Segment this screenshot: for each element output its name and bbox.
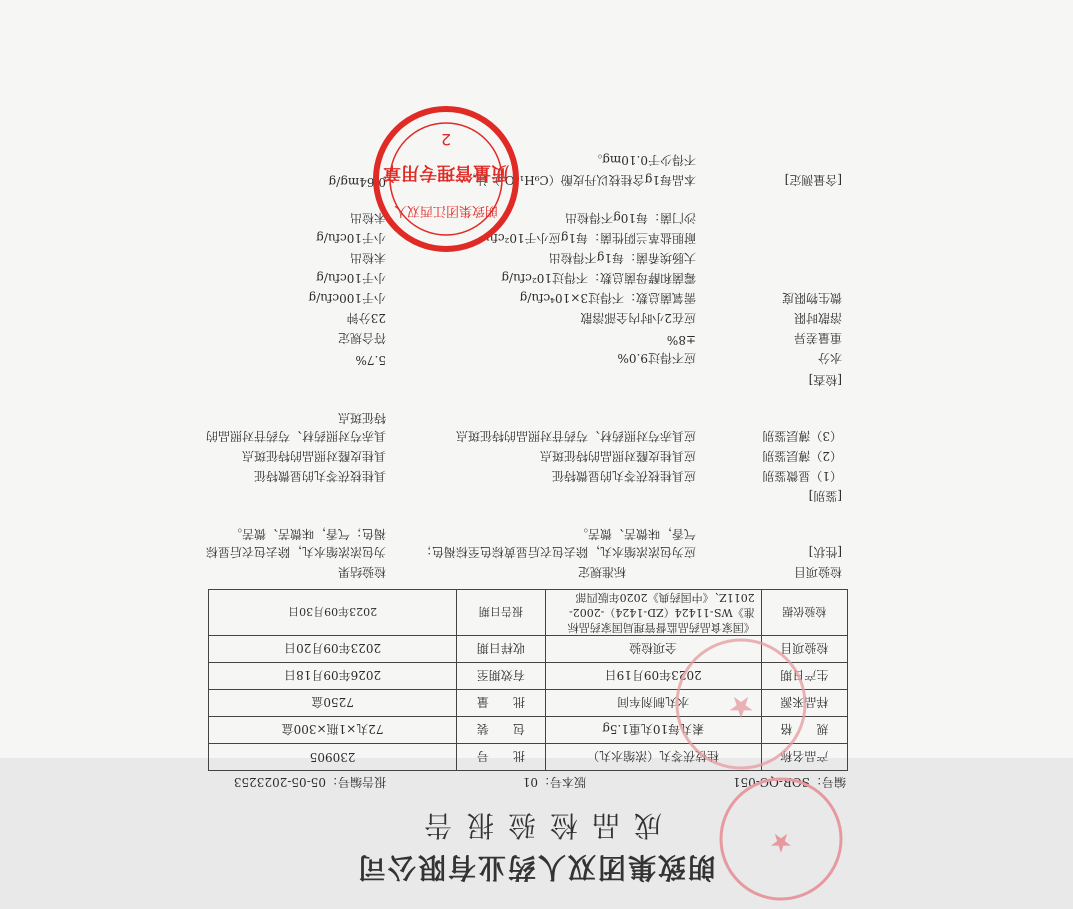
report-title: 成品检验报告 xyxy=(410,809,663,842)
item-tlc-2: （3）薄层鉴别 xyxy=(762,429,842,443)
column-item: 检验项目 xyxy=(793,565,842,579)
pack-value: 72丸×1瓶×300盒 xyxy=(209,717,457,744)
standard-moisture: 应不得过9.0% xyxy=(617,351,696,365)
standard-tlc-1: 应具桂皮醛对照品的特征斑点 xyxy=(539,449,696,463)
expiry-label: 有效期至 xyxy=(457,663,545,690)
recv-date-value: 2023年09月20日 xyxy=(209,636,457,663)
column-standard: 标准规定 xyxy=(577,565,626,579)
recv-date-label: 收样日期 xyxy=(457,636,545,663)
items-value: 全项检验 xyxy=(545,636,761,663)
result-tlc-2: 具赤芍对照药材、芍药苷对照品的特征斑点 xyxy=(205,411,386,443)
standard-assay: 本品每1g含桂枝以丹皮酚（C₉H₁₀O₃）计， xyxy=(463,173,696,187)
result-dissolution: 23分钟 xyxy=(346,311,386,325)
standard-assay-limit: 不得少于0.10mg。 xyxy=(590,153,696,167)
spec-label: 规 格 xyxy=(761,717,847,744)
result-aerobic: 小于100cfu/g xyxy=(308,291,386,305)
item-dissolution: 溶散时限 xyxy=(793,311,842,325)
item-moisture: 水分 xyxy=(817,351,842,365)
batch-value: 230905 xyxy=(209,744,457,771)
svg-text:★: ★ xyxy=(769,827,793,857)
spec-value: 素丸每10丸重1.5g xyxy=(545,717,761,744)
items-label: 检验项目 xyxy=(761,636,847,663)
standard-aerobic: 需氧菌总数：不得过3×10⁴cfu/g xyxy=(519,291,696,305)
item-weight: 重量差异 xyxy=(793,331,842,345)
basis-value: 《国家食品药品监督管理局国家药品标准》WS-11424（ZD-1424）-2002-2011Z、《中国药典》2020年版四部 xyxy=(545,590,761,636)
report-number: 报告编号：05-05-2023253 xyxy=(233,775,386,789)
result-microscopic: 具桂枝茯苓丸的显微特征 xyxy=(253,469,386,483)
item-microbial: 微生物限度 xyxy=(781,291,842,305)
result-character: 为包浓浓缩水丸，除去包衣后显棕褐色；气香，味微苦、微苦。 xyxy=(205,527,386,559)
svg-text:质量管理专用章: 质量管理专用章 xyxy=(383,162,509,183)
item-microscopic: （1）显微鉴别 xyxy=(762,469,842,483)
section-character: [性状] xyxy=(808,545,842,559)
version-number: 版本号：01 xyxy=(522,775,586,789)
report-date-label: 报告日期 xyxy=(457,590,545,636)
result-moisture: 5.7% xyxy=(355,353,386,367)
basis-label: 检验依据 xyxy=(761,590,847,636)
result-mold: 小于10cfu/g xyxy=(316,271,386,285)
standard-ecoli: 大肠埃希菌：每1g不得检出 xyxy=(548,251,696,265)
result-weight: 符合规定 xyxy=(337,331,386,345)
item-tlc-1: （2）薄层鉴别 xyxy=(762,449,842,463)
report-date-value: 2023年09月30日 xyxy=(209,590,457,636)
document-code: 编号：SOR-QC-051 xyxy=(732,775,846,789)
section-identify: [鉴别] xyxy=(808,489,842,503)
standard-dissolution: 应在2小时内全部溶散 xyxy=(580,311,696,325)
prod-date-label: 生产日期 xyxy=(761,663,847,690)
section-assay: [含量测定] xyxy=(784,173,842,187)
pack-label: 包 装 xyxy=(457,717,545,744)
column-result: 检验结果 xyxy=(337,565,386,579)
product-value: 桂枝茯苓丸（浓缩水丸） xyxy=(545,744,761,771)
company-seal-top xyxy=(711,769,851,909)
standard-gram-negative: 耐胆盐革兰阴性菌：每1g应小于10²cfu xyxy=(485,231,696,245)
quality-seal-light xyxy=(666,629,816,779)
source-label: 样品来源 xyxy=(761,690,847,717)
inspection-report xyxy=(186,0,886,899)
prod-date-value: 2023年09月19日 xyxy=(545,663,761,690)
result-salmonella: 未检出 xyxy=(349,211,386,225)
result-assay: 0.64mg/g xyxy=(328,175,386,189)
standard-weight: ±8% xyxy=(666,333,696,347)
qty-value: 7250盒 xyxy=(209,690,457,717)
svg-text:★: ★ xyxy=(727,689,755,724)
result-ecoli: 未检出 xyxy=(349,251,386,265)
standard-microscopic: 应具桂枝茯苓丸的显微特征 xyxy=(551,469,696,483)
standard-salmonella: 沙门菌：每10g不得检出 xyxy=(565,211,696,225)
batch-label: 批 号 xyxy=(457,744,545,771)
svg-text:2: 2 xyxy=(440,130,452,149)
qty-label: 批 量 xyxy=(457,690,545,717)
quality-seal-red xyxy=(366,99,526,259)
company-name: 朗致集团双人药业有限公司 xyxy=(356,851,717,884)
source-value: 水丸制剂车间 xyxy=(545,690,761,717)
section-check: [检查] xyxy=(808,373,842,387)
standard-mold: 霉菌和酵母菌总数：不得过10²cfu/g xyxy=(501,271,696,285)
svg-text:朗致集团江西双人: 朗致集团江西双人 xyxy=(393,203,499,218)
expiry-value: 2026年09月18日 xyxy=(209,663,457,690)
result-gram-negative: 小于10cfu/g xyxy=(316,231,386,245)
product-label: 产品名称 xyxy=(761,744,847,771)
standard-character: 应为包浓浓缩水丸，除去包衣后显黄棕色至棕褐色；气香，味微苦、微苦。 xyxy=(419,527,696,559)
result-tlc-1: 具桂皮醛对照品的特征斑点 xyxy=(241,449,386,463)
standard-tlc-2: 应具赤芍对照药材、芍药苷对照品的特征斑点 xyxy=(455,429,696,443)
